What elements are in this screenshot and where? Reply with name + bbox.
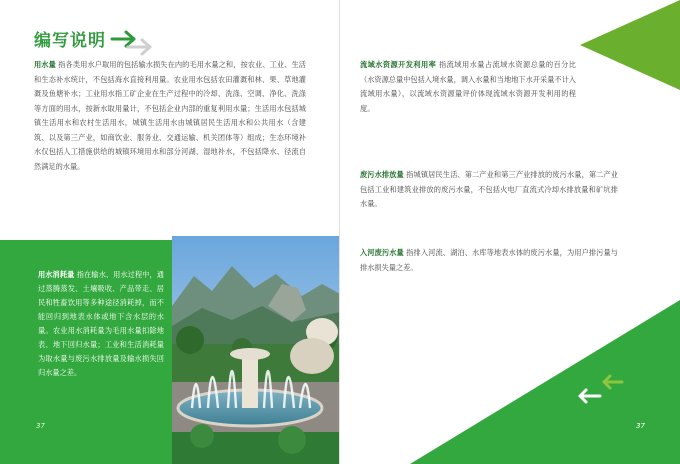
consumption-text: 指在输水、用水过程中，通过蒸腾蒸发、土壤吸收、产品带走、居民和牲畜饮用等多种途径消耗掉，而不能回归到地表水体或地下含水层的水量。农业用水消耗量为毛用水量扣除地表、地下回归水量；工业和生活消耗量为取水量与废污水排放量及输水损失回归水量之差。 bbox=[38, 270, 164, 377]
consumption-label: 用水消耗量 bbox=[38, 270, 75, 279]
wastewater-label: 废污水排放量 bbox=[360, 170, 404, 179]
double-left-arrow-icon bbox=[576, 374, 626, 408]
page-number-right: 37 bbox=[636, 422, 645, 430]
corner-triangle-bottom bbox=[340, 0, 680, 464]
consumption-paragraph bbox=[38, 268, 164, 380]
page-number-left: 37 bbox=[36, 422, 45, 430]
page-title: 编写说明 bbox=[34, 31, 106, 51]
intro-text: 指各类用水户取用的包括输水损失在内的毛用水量之和，按农业、工业、生活和生态补水统计，不包括海水直接利用量。农业用水包括农田灌溉和林、果、草地灌溉及鱼塘补水；工业用水指工矿企业在生产过程中的冷却、洗涤、空调、净化、洗涤等方面的用水，按新水取用量计，不包括企业内部的重复利用水量；生活用水包括城镇生活用水和农村生活用水，城镇生活用水由城镇居民生活用水和公共用水（含建筑、以及第三产业，如商饮业、服务业、交通运输、机关团体等）组成；生态环境补水仅包括人工措施供给的城镇环境用水和部分河湖、湿地补水，不包括降水、径流自然满足的水量。 bbox=[34, 60, 306, 171]
double-right-arrow-icon bbox=[110, 27, 158, 51]
right-page bbox=[340, 0, 680, 464]
river-inflow-text: 指排入河流、湖泊、水库等地表水体的废污水量，为用户排污量与排水损失量之差。 bbox=[360, 248, 618, 272]
section-heading bbox=[34, 26, 158, 51]
wastewater-text: 指城镇居民生活、第二产业和第三产业排放的废污水量，第二产业包括工业和建筑业排放的废污水量，不包括火电厂直流式冷却水排放量和矿坑排水量。 bbox=[360, 170, 618, 208]
intro-paragraph bbox=[34, 58, 306, 174]
river-inflow-label: 入河废污水量 bbox=[360, 248, 404, 257]
fountain-photo bbox=[172, 236, 340, 464]
intro-label: 用水量 bbox=[34, 60, 56, 69]
utilization-text: 指流域用水量占流域水资源总量的百分比（水资源总量中包括入境水量，调入水量和当地地下水开采量不计入流域用水量），以流域水资源量评价体现流域水资源开发利用的程度。 bbox=[360, 60, 576, 113]
utilization-label: 流域水资源开发利用率 bbox=[360, 60, 437, 69]
